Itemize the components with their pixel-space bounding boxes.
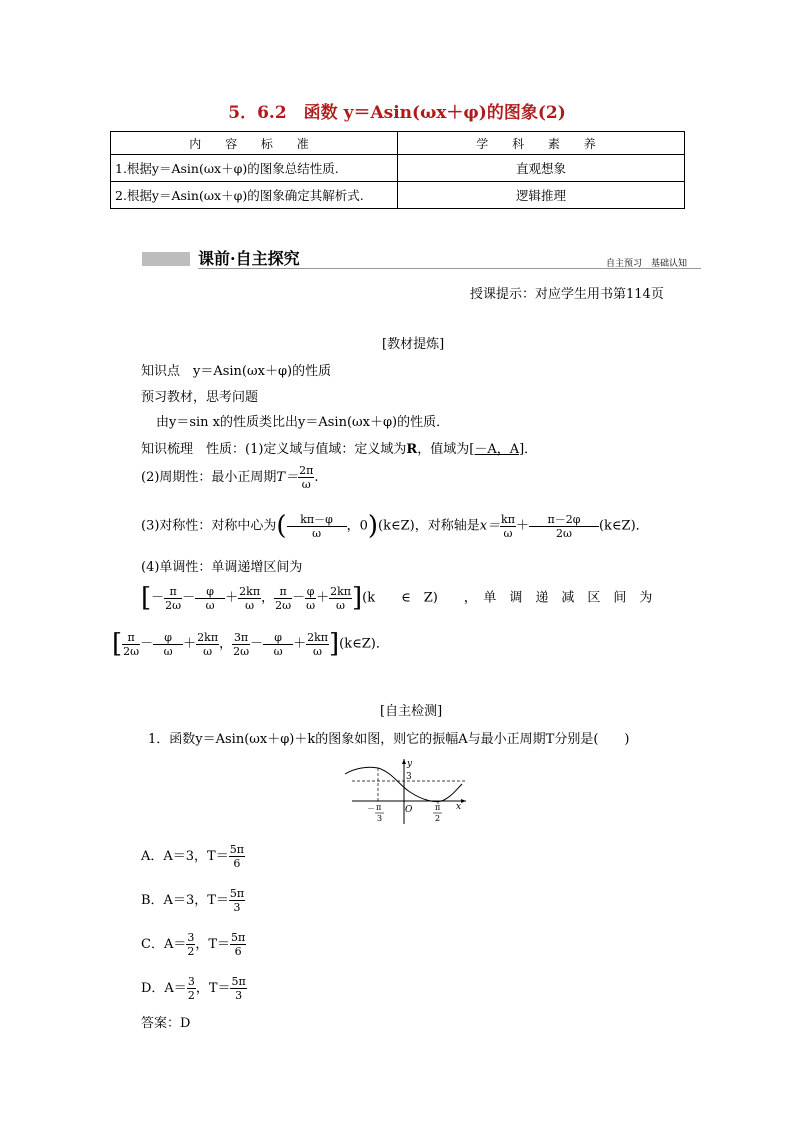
mono-dec-line: [ $\frac{\pi}{2\omega}$ － $\frac{\varphi}{\omega}$ ＋ $\frac{2k\pi}{\omega}$ ， $\frac{3\pi}{2\omega}$ － $\frac{\varphi}{\omega}$ ＋ $\frac{2k\pi}{\omega}$ ](k∈Z)． <box>112 629 389 659</box>
period-T: T＝ <box>276 470 299 485</box>
sym-center-fraction <box>287 513 347 540</box>
symmetry-line: (3)对称性：对称中心为( $\frac{k\pi-\varphi}{\omega}$ ，0)(k∈Z)，对称轴是x＝ $\frac{k\pi}{\omega}$ ＋ $\frac{\pi-2\varphi}{2\omega}$ (k∈Z)． <box>141 511 649 541</box>
mono-inc-end: (k ∈ Z) ， 单 调 递 减 区 间 为 <box>362 590 653 606</box>
period-prefix: (2)周期性：最小正周期 <box>141 470 277 485</box>
denominator: ω <box>205 598 215 612</box>
frac <box>230 931 246 958</box>
table-header: 内 容 标 准 <box>111 132 398 155</box>
lesson-hint: 授课提示：对应学生用书第114页 <box>470 287 664 302</box>
denominator: 6 <box>233 857 241 870</box>
x-arrow-icon <box>461 799 466 803</box>
tick-den: 2 <box>435 814 441 823</box>
mono-prefix: (4)单调性：单调递增区间为 <box>141 560 303 575</box>
table-header: 学 科 素 养 <box>398 132 685 155</box>
mono-dec-end: (k∈Z)． <box>339 636 389 652</box>
option-a <box>141 843 245 870</box>
option-mid: ，T＝ <box>195 937 231 952</box>
denominator: 6 <box>234 945 242 958</box>
question-1: 1．函数y＝Asin(ωx＋φ)＋k的图象如图，则它的振幅A与最小正周期T分别是( ) <box>148 732 630 747</box>
denominator: ω <box>245 598 255 612</box>
denominator: ω <box>312 526 322 540</box>
preview-text: 预习教材，思考问题 <box>141 390 259 405</box>
numerator: 2π <box>299 464 314 477</box>
frac <box>186 931 195 958</box>
numerator: kπ－φ <box>287 513 347 527</box>
numerator: φ <box>263 631 293 645</box>
review-line <box>141 438 537 457</box>
y-label: y <box>407 759 413 769</box>
section-subtitle: 自主预习 基础认知 <box>606 259 688 269</box>
numerator: 5π <box>231 931 246 944</box>
page-title: 5．6.2 函数 y＝Asin(ωx＋φ)的图象(2) <box>228 103 566 123</box>
denominator: ω <box>306 598 316 612</box>
frac <box>274 585 292 612</box>
sym-kz: (k∈Z)，对称轴是 <box>378 518 480 534</box>
table-cell: 逻辑推理 <box>398 182 685 209</box>
denominator: ω <box>203 644 213 658</box>
tick-den: 3 <box>377 814 383 823</box>
section-title: 课前·自主探究 <box>198 249 300 268</box>
numerator: π <box>122 631 140 645</box>
sign: － <box>292 590 306 606</box>
numerator: 5π <box>229 843 244 856</box>
numerator: 5π <box>231 975 246 988</box>
knowledge-point: 知识点 y＝Asin(ωx＋φ)的性质 <box>141 364 332 379</box>
option-c <box>141 931 246 958</box>
denominator: 2ω <box>123 644 140 658</box>
range-end: ． <box>524 442 538 457</box>
frac: $\frac{3\pi}{2\omega}$ <box>233 630 250 658</box>
frac <box>122 631 140 658</box>
denominator: 3 <box>233 901 241 914</box>
option-b <box>141 887 245 914</box>
denominator: 2 <box>187 945 195 958</box>
numerator: 2kπ <box>197 630 219 644</box>
option-label: A．A＝3，T＝ <box>141 849 229 864</box>
plus: ＋ <box>515 518 529 534</box>
x-label: x <box>456 802 462 812</box>
mono-inc-line: [－ $\frac{\pi}{2\omega}$ － $\frac{\varphi}{\omega}$ ＋ $\frac{2k\pi}{\omega}$ ， $\frac{\pi}{2\omega}$ － $\frac{\varphi}{\omega}$ ＋ $\frac{2k\pi}{\omega}$ ](k ∈ Z) ， 单 调 递 减 区 间 为 <box>141 583 653 613</box>
question-text: 由y＝sin x的性质类比出y＝Asin(ωx＋φ)的性质． <box>156 415 450 430</box>
frac <box>153 631 183 658</box>
answer: 答案：D <box>141 1016 191 1031</box>
denominator: 2ω <box>165 598 182 612</box>
section-bar <box>142 252 190 266</box>
sign: － <box>151 590 165 606</box>
sign: ＋ <box>225 590 239 606</box>
frac <box>329 585 352 612</box>
numerator: kπ <box>501 512 515 526</box>
y-arrow-icon <box>402 759 406 764</box>
period-fraction <box>298 464 314 491</box>
table-cell: 直观想象 <box>398 155 685 182</box>
denominator: ω <box>336 598 346 612</box>
numerator: π <box>274 585 292 599</box>
origin-label: O <box>405 805 413 815</box>
frac <box>305 585 316 612</box>
tick-num: π <box>376 803 382 812</box>
option-label: D．A＝ <box>141 981 187 996</box>
standards-table <box>110 131 685 209</box>
sym-center-rest: ，0 <box>346 518 368 534</box>
numerator: 2kπ <box>239 584 261 598</box>
frac <box>306 631 329 658</box>
tick-num: π <box>435 803 441 812</box>
denominator: 2ω <box>275 598 292 612</box>
frac <box>164 585 182 612</box>
table-cell: 2.根据y＝Asin(ωx＋φ)的图象确定其解析式. <box>111 182 398 209</box>
option-mid: ，T＝ <box>195 981 231 996</box>
denominator: ω <box>313 644 323 658</box>
option-d <box>141 975 247 1002</box>
denominator: 2 <box>187 989 195 1002</box>
numerator: 3 <box>187 975 195 988</box>
denominator: ω <box>503 526 513 540</box>
numerator: 3 <box>187 931 195 944</box>
sym-end: (k∈Z)． <box>598 518 649 534</box>
table-cell: 1.根据y＝Asin(ωx＋φ)的图象总结性质. <box>111 155 398 182</box>
sign: － <box>182 590 196 606</box>
option-label: B．A＝3，T＝ <box>141 893 229 908</box>
sym-axis-frac1 <box>500 513 516 540</box>
frac <box>196 631 219 658</box>
numerator: π <box>164 585 182 599</box>
numerator: φ <box>306 584 315 598</box>
section-divider <box>198 268 701 269</box>
denominator: ω <box>163 644 173 658</box>
sym-axis-frac2 <box>529 513 599 540</box>
frac <box>187 975 196 1002</box>
review-prefix: 知识梳理 性质：(1)定义域与值域：定义域为 <box>141 442 407 457</box>
sign: ＋ <box>316 590 330 606</box>
option-label: C．A＝ <box>141 937 187 952</box>
denominator: ω <box>273 644 283 658</box>
numerator: φ <box>153 631 183 645</box>
frac <box>195 585 225 612</box>
frac <box>263 631 293 658</box>
denominator: 2ω <box>555 526 572 540</box>
frac <box>230 975 246 1002</box>
frac <box>229 887 245 914</box>
range-prefix: ，值域为 <box>417 442 470 457</box>
numerator: 2kπ <box>330 584 351 598</box>
sine-graph <box>340 756 475 826</box>
domain-value: R <box>406 442 418 457</box>
minus-sign: － <box>367 804 375 813</box>
period-line: (2)周期性：最小正周期T＝ $\frac{2\pi}{\omega}$ . <box>141 464 319 491</box>
numerator: φ <box>195 585 225 599</box>
sym-prefix: (3)对称性：对称中心为 <box>141 518 277 534</box>
frac <box>238 585 261 612</box>
range-value: [－A，A] <box>469 442 525 457</box>
denominator: 3 <box>235 989 243 1002</box>
frac <box>229 843 245 870</box>
numerator: π－2φ <box>529 513 599 527</box>
comma: ， <box>261 590 275 606</box>
numerator: 2kπ <box>307 630 328 644</box>
textbook-heading: [教材提炼] <box>382 337 445 352</box>
selftest-heading: [自主检测] <box>380 704 443 719</box>
numerator: 5π <box>229 887 245 900</box>
denominator: ω <box>301 478 311 491</box>
y-tick-label: 3 <box>406 772 412 782</box>
sym-axis-x: x＝ <box>479 518 501 534</box>
